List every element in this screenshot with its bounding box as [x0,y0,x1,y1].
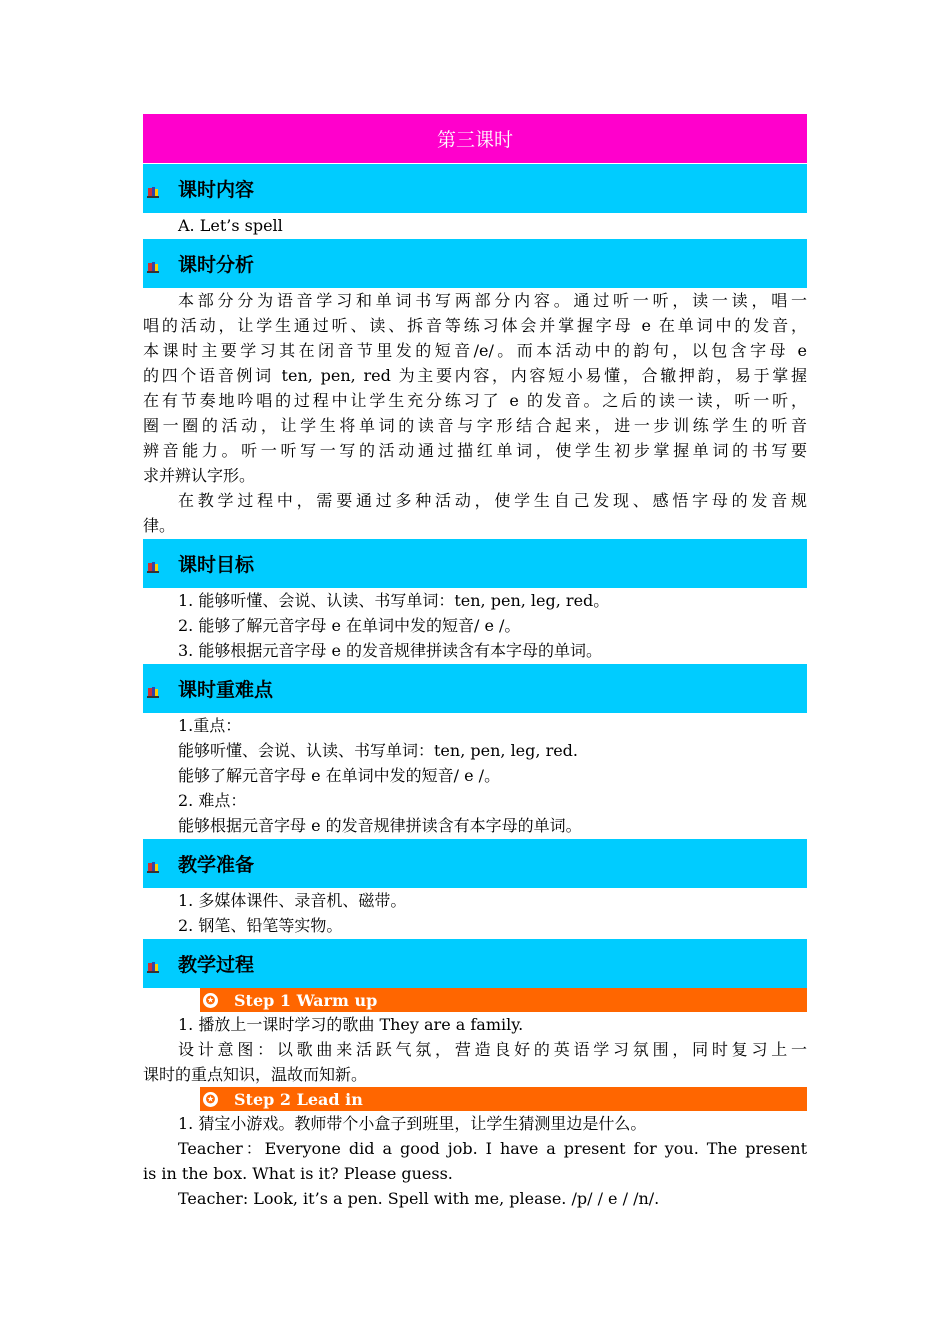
list-item: 3. 能够根据元音字母 e 的发音规律拼读含有本字母的单词。 [178,641,602,660]
book-bullet-icon [146,857,160,871]
list-item: 1. 多媒体课件、录音机、磁带。 [178,891,407,910]
star-circle-icon: ✪ [203,1092,218,1107]
paragraph-line: 圈一圈的活动，让学生将单词的读音与字形结合起来，进一步训练学生的听音 [143,416,807,435]
list-item: 1. 能够听懂、会说、认读、书写单词：ten, pen, leg, red。 [178,591,610,610]
paragraph-line: 求并辨认字形。 [143,466,256,485]
step-2-heading: ✪ Step 2 Lead in [200,1087,807,1111]
paragraph-line: is in the box. What is it? Please guess. [143,1164,453,1183]
step-1-heading: ✪ Step 1 Warm up [200,988,807,1012]
paragraph-line: 本部分分为语音学习和单词书写两部分内容。通过听一听，读一读，唱一 [178,291,807,310]
paragraph-line: 辨音能力。听一听写一写的活动通过描红单词，使学生初步掌握单词的书写要 [143,441,807,460]
list-item: 1.重点： [178,716,242,735]
paragraph-line: 的四个语音例词 ten, pen, red 为主要内容，内容短小易懂，合辙押韵，易于掌握 [143,366,807,385]
section-heading-process: 教学过程 [143,939,807,988]
section-heading-goals: 课时目标 [143,539,807,588]
paragraph-line: 在教学过程中，需要通过多种活动，使学生自己发现、感悟字母的发音规 [178,491,807,510]
list-item: 2. 难点： [178,791,247,810]
paragraph-line: 在有节奏地吟唱的过程中让学生充分练习了 e 的发音。之后的读一读，听一听， [143,391,807,410]
book-bullet-icon [146,557,160,571]
paragraph-line: 唱的活动，让学生通过听、读、拆音等练习体会并掌握字母 e 在单词中的发音， [143,316,807,335]
paragraph-line: Teacher：Everyone did a good job. I have a present for you. The present [178,1139,807,1158]
book-bullet-icon [146,182,160,196]
book-bullet-icon [146,257,160,271]
paragraph-line: Teacher: Look, it’s a pen. Spell with me, please. /p/ / e / /n/. [178,1189,660,1208]
section-heading-prep: 教学准备 [143,839,807,888]
paragraph-line: 设计意图：以歌曲来活跃气氛，营造良好的英语学习氛围，同时复习上一 [178,1040,807,1059]
star-circle-icon: ✪ [203,993,218,1008]
paragraph-line: 本课时主要学习其在闭音节里发的短音/e/。而本活动中的韵句，以包含字母 e [143,341,807,360]
section-heading-analysis: 课时分析 [143,239,807,288]
paragraph-line: 律。 [143,516,176,535]
list-item: 2. 钢笔、铅笔等实物。 [178,916,343,935]
paragraph-line: 1. 猜宝小游戏。教师带个小盒子到班里，让学生猜测里边是什么。 [178,1114,647,1133]
list-item: 能够听懂、会说、认读、书写单词：ten, pen, leg, red. [178,741,579,760]
paragraph-line: 课时的重点知识，温故而知新。 [143,1065,368,1084]
section-heading-keypoints: 课时重难点 [143,664,807,713]
list-item: 能够根据元音字母 e 的发音规律拼读含有本字母的单词。 [178,816,582,835]
lesson-title-bar [143,114,807,163]
paragraph-line: 1. 播放上一课时学习的歌曲 They are a family. [178,1015,524,1034]
book-bullet-icon [146,682,160,696]
lesson-title: 第三课时 [436,129,513,151]
content-line: A. Let’s spell [178,216,283,235]
lesson-page [143,114,807,1211]
book-bullet-icon [146,957,160,971]
list-item: 能够了解元音字母 e 在单词中发的短音/ e /。 [178,766,501,785]
list-item: 2. 能够了解元音字母 e 在单词中发的短音/ e /。 [178,616,521,635]
section-heading-content: 课时内容 [143,164,807,213]
